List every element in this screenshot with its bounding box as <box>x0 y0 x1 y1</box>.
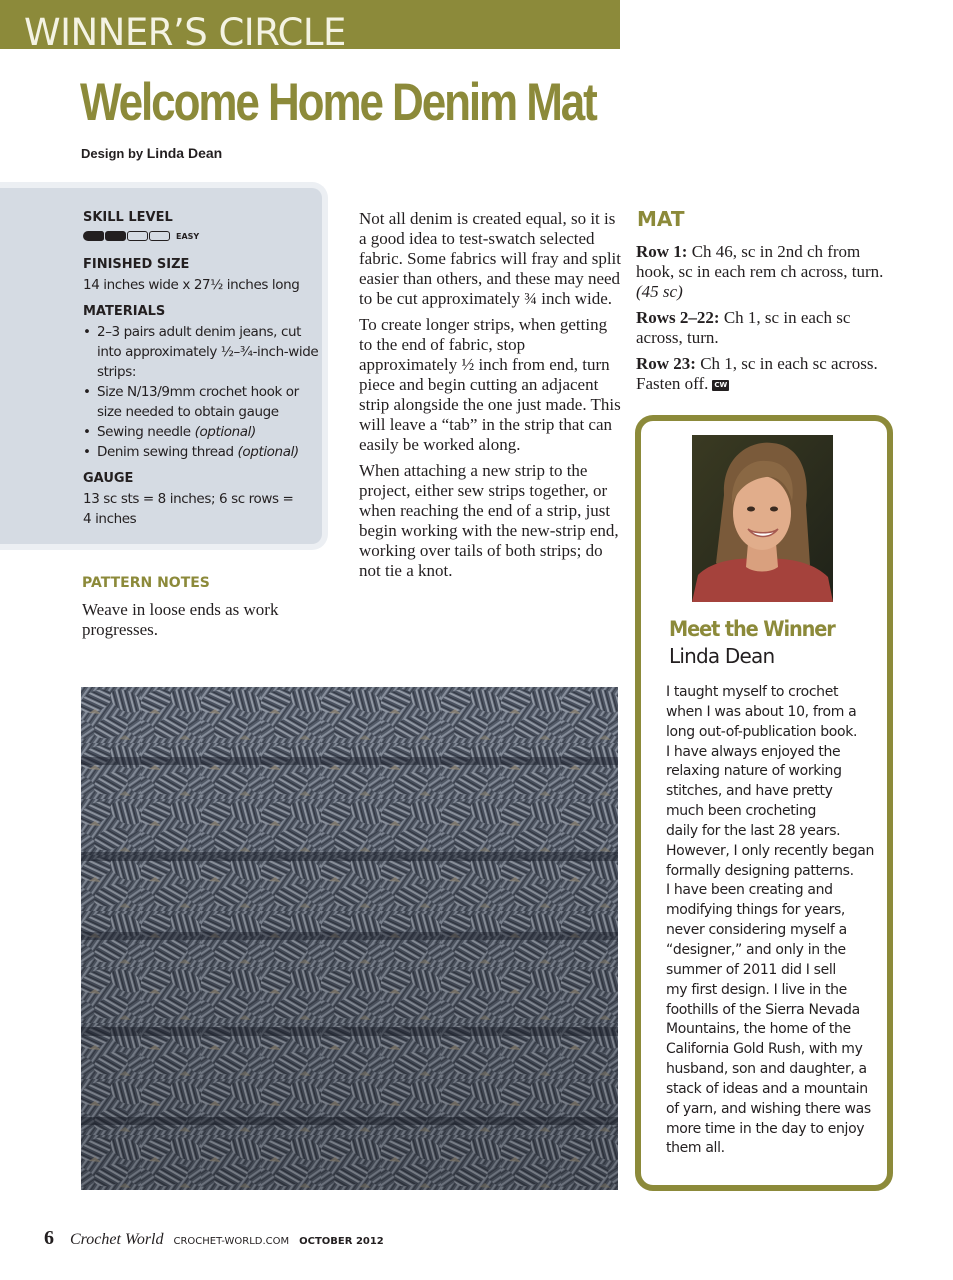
meet-the-winner-label: Meet the Winner <box>669 617 835 641</box>
page-title: Welcome Home Denim Mat <box>80 73 596 132</box>
material-item <box>83 442 323 462</box>
winner-bio: I taught myself to crochet when I was about 10, from a long out-of-publication book. I have always enjoyed the relaxing nature of working stitches, and have pretty much been crocheting daily for the last 28 years. However, I only recently began formally designing patterns. I have been creating and modifying things for years, never considering myself a “designer,” and only in the summer of 2011 did I sell my first design. I live in the foothills of the Sierra Nevada Mountains, the home of the California Gold Rush, with my husband, son and daughter, a stack of ideas and a mountain of yarn, and wishing there was more time in the day to enjoy them all. <box>666 684 875 1157</box>
section-label: WINNER’S CIRCLE <box>24 11 346 54</box>
cw-end-mark: CW <box>714 381 728 389</box>
gauge-heading: GAUGE <box>83 471 134 486</box>
skill-segment <box>83 231 104 241</box>
material-text: Size N/13/9mm crochet hook or size needed to obtain gauge <box>97 384 299 420</box>
instructions-paragraph: To create longer strips, when getting to the end of fabric, stop approximately ½ inch from end, turn piece and begin cutting an adjacent strip alongside the one just made. This will leave a “tab” in the strip that can easily be worked along. <box>359 315 621 454</box>
row-label: Rows 2–22: <box>636 308 720 327</box>
skill-segment <box>105 231 126 241</box>
byline-prefix: Design by <box>81 146 144 161</box>
material-item <box>83 382 323 422</box>
row-23 <box>636 354 896 394</box>
skill-segment <box>127 231 148 241</box>
row-1 <box>636 242 896 302</box>
row-label: Row 23: <box>636 354 696 373</box>
winner-portrait-image <box>692 435 833 602</box>
rows-2-22 <box>636 308 896 348</box>
byline-name: Linda Dean <box>146 145 223 161</box>
instructions-paragraph: Not all denim is created equal, so it is a good idea to test-swatch selected fabric. Some fabrics will fray and split easier than others, and these may need to be cut approximately ¾ inch wide. <box>359 209 622 308</box>
magazine-name: Crochet World <box>70 1231 164 1248</box>
mat-instructions <box>636 242 896 400</box>
pattern-notes-text: Weave in loose ends as work progresses. <box>82 600 279 639</box>
skill-level-heading: SKILL LEVEL <box>83 210 173 225</box>
page-number: 6 <box>44 1227 54 1249</box>
material-item <box>83 422 323 442</box>
row-text: Ch 1, sc in each sc across. Fasten off. <box>636 354 878 393</box>
denim-texture-image <box>81 687 618 1190</box>
pattern-notes-heading: PATTERN NOTES <box>82 575 210 591</box>
skill-segment <box>149 231 170 241</box>
winner-portrait-photo <box>692 435 833 602</box>
gauge-text: 13 sc sts = 8 inches; 6 sc rows = 4 inches <box>83 491 294 527</box>
material-text: Denim sewing thread <box>97 444 238 460</box>
skill-level-meter <box>83 230 199 242</box>
stitch-count: (45 sc) <box>636 282 683 301</box>
material-note: (optional) <box>194 424 256 440</box>
denim-mat-photo <box>81 687 618 1190</box>
issue-date: OCTOBER 2012 <box>299 1236 384 1247</box>
material-text: 2–3 pairs adult denim jeans, cut into approximately ½–¾-inch-wide strips: <box>97 324 319 380</box>
mat-heading: MAT <box>637 207 685 231</box>
winner-name: Linda Dean <box>669 644 775 668</box>
magazine-url: CROCHET-WORLD.COM <box>173 1236 290 1247</box>
row-text: Ch 46, sc in 2nd ch from hook, sc in each rem ch across, turn. <box>636 242 884 281</box>
finished-size-heading: FINISHED SIZE <box>83 257 190 272</box>
material-item <box>83 322 323 382</box>
materials-heading: MATERIALS <box>83 304 166 319</box>
skill-level-text: EASY <box>176 231 200 241</box>
material-text: Sewing needle <box>97 424 195 440</box>
byline <box>81 145 222 161</box>
materials-list <box>83 322 323 462</box>
row-text: Ch 1, sc in each sc across, turn. <box>636 308 851 347</box>
finished-size-text: 14 inches wide x 27½ inches long <box>83 277 300 293</box>
instructions-paragraph: When attaching a new strip to the project, either sew strips together, or when reaching the end of a strip, just begin working with the new-strip end, working over tails of both strips; do not tie a knot. <box>359 461 619 580</box>
material-note: (optional) <box>237 444 299 460</box>
page-footer <box>44 1227 384 1250</box>
instructions-column <box>359 209 621 587</box>
row-label: Row 1: <box>636 242 688 261</box>
